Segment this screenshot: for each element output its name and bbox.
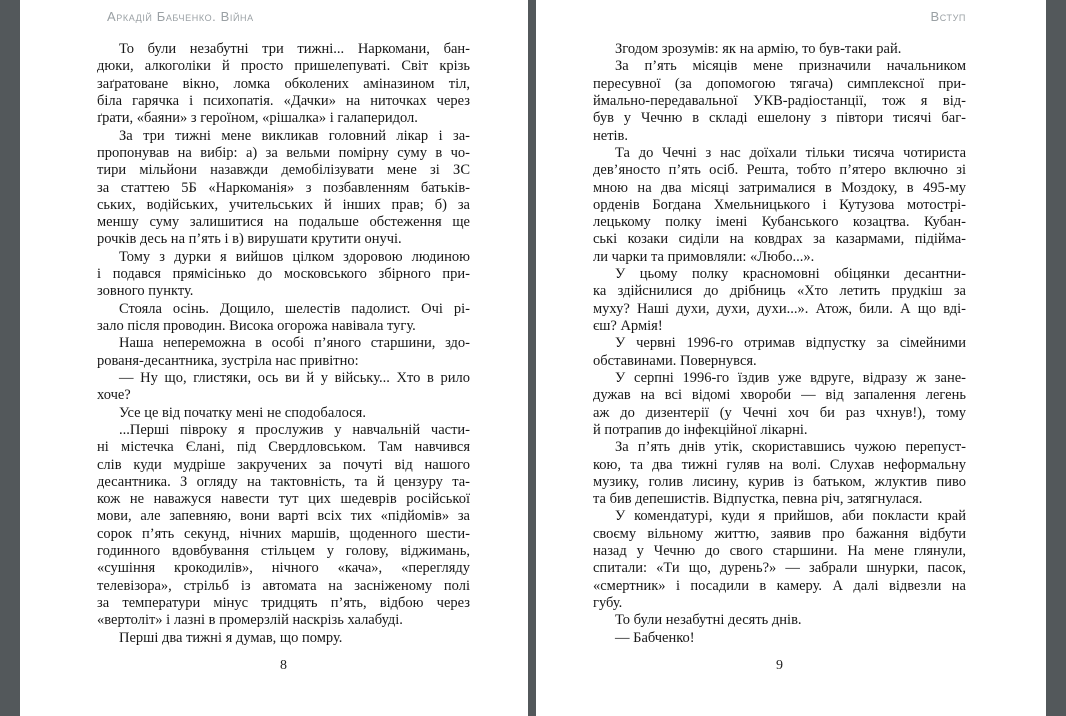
text-line: дужав на всі відомі хвороби — від запалення легень [593,387,966,404]
text-line: дев’яносто п’ять осіб. Решта, тобто п’ятеро включно зі [593,162,966,179]
text-line: Згодом зрозумів: як на армію, то був-таки рай. [615,41,902,57]
text-line: губу. [593,595,623,611]
text-line: хоче? [97,387,131,404]
text-line: музику, голив лисину, курив із батьком, жлуктив пиво [593,473,966,490]
text-line: телевізора», стрільб із автомата на засніженому полі [97,577,470,594]
paragraph [97,128,470,249]
paragraph [97,249,470,301]
text-line: — Ну що, глистяки, ось ви й у війську... Хто в рило [119,369,470,386]
text-line: За п’ять днів утік, скориставшись чужою перепуст- [615,439,966,456]
text-line: рочків десь на п’ять і в) вирушати крутити онучі. [97,231,402,248]
text-line: своєму вільному життю, заявив про бажання відбути [593,525,966,542]
frame-left-edge [0,0,20,716]
page-gutter-divider [528,0,536,716]
text-line: ґрати, «баяни» з героїном, «рішалка» і галаперидол. [97,110,418,127]
text-line: слів куди мудріше закручених за почуті від нашого [97,456,470,473]
page-number: 9 [776,658,783,673]
text-line: пересувної (за допомогою тягача) симплексної при- [593,75,966,92]
text-line: ні містечка Єлані, під Свердловськом. Там навчився [97,439,470,456]
text-line: У серпні 1996-го їздив уже вдруге, відразу ж зане- [615,369,966,386]
text-line: Усе це від початку мені не сподобалося. [119,404,366,421]
text-line: кож не наважуся навести тут цих шедеврів російської [97,491,470,508]
paragraph [593,630,966,647]
page-text [97,41,470,647]
text-line: та бив депешистів. Відпустка, певна річ, затягнулася. [593,491,923,508]
text-line: Та до Чечні з нас доїхали тільки тисяча чотириста [615,144,966,161]
text-line: за статтею 5Б «Наркоманія» з позбавленням батьків- [97,179,470,196]
running-header-chapter-title: Вступ [930,9,966,24]
text-line: Перші два тижні я думав, що помру. [119,629,343,646]
text-line: єш? Армія! [593,318,663,334]
text-line: ...Перші півроку я прослужив у навчальній части- [119,421,470,438]
paragraph [593,58,966,145]
text-line: мною на два місяці затрималися в Моздоку, в 495-му [593,179,966,196]
paragraph [593,266,966,335]
text-line: зовного пункту. [97,283,194,300]
text-line: «сушіння крокодилів», нічного «кача», «перегляду [97,560,470,577]
book-page-left [20,0,528,716]
paragraph [593,612,966,629]
paragraph [97,335,470,370]
paragraph [97,405,470,422]
text-line: лецькому полку імені Кубанського козацтва. Кубан- [593,214,966,231]
text-line: спитали: «Ти що, дурень?» — забрали шнурки, пасок, [593,560,966,577]
text-line: аж до дизентерії (у Чечні хоч би раз чхнув!), тому [593,404,966,421]
text-line: годинного вдовбування стільцем у голову, віджимань, [97,543,470,560]
book-page-right [536,0,1046,716]
text-line: десантника. З огляду на тактовність, та й цензуру та- [97,473,470,490]
frame-right-edge [1046,0,1066,716]
text-line: У комендатурі, куди я прийшов, аби покласти край [615,508,966,525]
text-line: «смертник» і посадили в камеру. А далі відвезли на [593,577,966,594]
paragraph [593,439,966,508]
paragraph [593,41,966,58]
text-column-right [593,0,966,716]
text-line: обставинами. Повернувся. [593,352,757,369]
text-line: Стояла осінь. Дощило, шелестів падолист. Очі рі- [119,300,470,317]
text-line: сорок п’ять секунд, нічних маршів, щоденного шести- [97,525,470,542]
text-line: ли чарки та примовляли: «Любо...». [593,248,815,265]
text-line: біла гарячка і психопатія. «Дачки» на ниточках через [97,92,470,109]
text-line: назад у Чечню до свого старшини. На мене глянули, [593,543,966,560]
paragraph [593,335,966,370]
text-line: за температури мінус тридцять п’ять, відбою через [97,595,470,611]
paragraph [97,41,470,128]
text-line: муху? Наші духи, духи, духи...». Атож, били. А що вді- [593,300,966,317]
text-line: нетів. [593,127,629,144]
text-column-left [97,0,470,716]
paragraph [97,630,470,647]
text-line: То були незабутні десять днів. [615,612,802,629]
text-line: Наша непереможна в особі п’яного старшини, здо- [119,335,470,352]
page-text [593,41,966,647]
text-line: — Бабченко! [615,629,695,646]
text-line: За п’ять місяців мене призначили начальником [615,58,966,75]
paragraph [97,301,470,336]
paragraph [97,370,470,405]
text-line: тири мільйони назавжди демобілізувати мене зі ЗС [97,162,470,179]
text-line: мови, але запевняю, вони варті всіх тих «підйомів» за [97,508,470,525]
text-line: заґратоване вікно, ломка обколених аміназином тіл, [97,75,470,92]
text-line: кою, та два тижні гуляв на волі. Слухав неформальну [593,456,966,473]
text-line: «вертоліт» і лазні в промерзлій наскрізь халабуді. [97,612,403,629]
paragraph [593,508,966,612]
paragraph [97,422,470,630]
text-line: зало після проводин. Висока огорожа навівала тугу. [97,318,416,334]
text-line: ських, водійських, учительських й інших прав; б) за [97,196,470,213]
text-line: дюки, алкоголіки й просто пришелепуваті. Світ крізь [97,58,470,75]
text-line: То були незабутні три тижні... Наркомани, бан- [119,41,470,57]
text-line: ські козаки сиділи на ковдрах за казармами, підійма- [593,231,966,248]
page-number: 8 [280,658,287,673]
text-line: був у Чечню в складі ешелону з півтори тисячі баг- [593,110,966,127]
running-header-book-title: Аркадій Бабченко. Війна [107,9,254,24]
text-line: У червні 1996-го отримав відпустку за сімейними [615,335,966,352]
text-line: меншу суму залишитися на подальше обстеження ще [97,214,470,231]
text-line: й потрапив до інфекційної лікарні. [593,421,808,438]
text-line: пропонував на вибір: а) за вельми помірну суму в чо- [97,144,470,161]
text-line: ймально-передавальної УКВ-радіостанції, тож я від- [593,92,966,109]
paragraph [593,145,966,266]
text-line: За три тижні мене викликав головний лікар і за- [119,127,470,144]
text-line: орденів Богдана Хмельницького і Кутузова мотострі- [593,196,966,213]
text-line: Тому з дурки я вийшов цілком здоровою людиною [119,248,470,265]
text-line: У цьому полку красномовні обіцянки десантни- [615,266,966,283]
text-line: і подався прямісінько до московського збірного при- [97,266,470,283]
paragraph [593,370,966,439]
text-line: рованя-десантника, зустріла нас привітно: [97,352,359,369]
text-line: ка здійснилися до дрібниць «Хто летить прудкіш за [593,283,966,300]
